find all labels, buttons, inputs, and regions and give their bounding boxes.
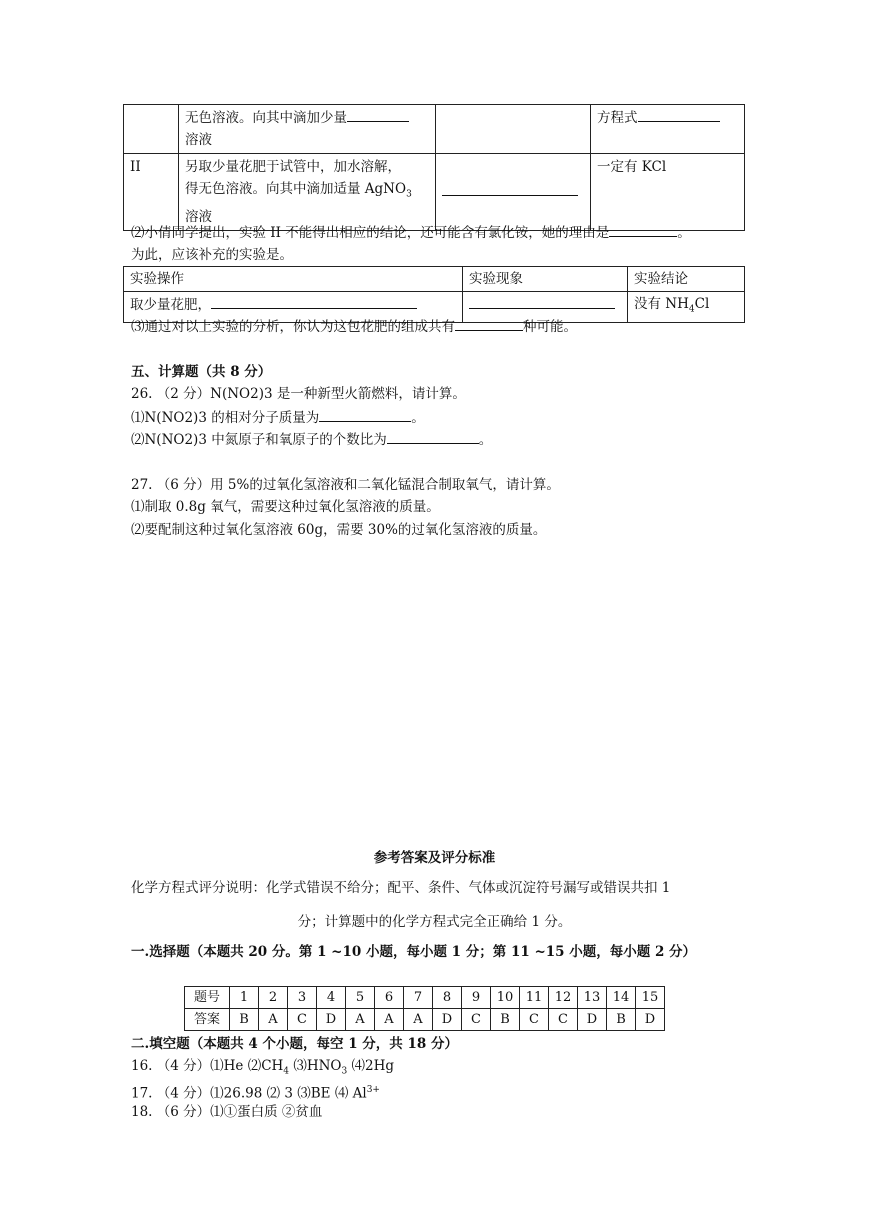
cell-text: 无色溶液。向其中滴加少量 xyxy=(185,110,347,126)
question-number-cell: 14 xyxy=(607,987,636,1009)
section-1-title: 一.选择题（本题共 20 分。第 1 ~10 小题，每小题 1 分；第 11 ~15 小题，每小题 2 分） xyxy=(131,944,697,960)
question-text: ⑵小倩同学提出，实验 II 不能得出相应的结论，还可能含有氯化铵，她的理由是 xyxy=(131,225,610,241)
question-27-intro: 27. （6 分）用 5%的过氧化氢溶液和二氧化锰混合制取氧气，请计算。 xyxy=(131,477,560,493)
scoring-note-line-2: 分；计算题中的化学方程式完全正确给 1 分。 xyxy=(297,914,572,930)
question-27-part-2: ⑵要配制这种过氧化氢溶液 60g，需要 30%的过氧化氢溶液的质量。 xyxy=(131,522,547,538)
answer-letter-cell: C xyxy=(549,1009,578,1031)
subscript: 3 xyxy=(341,1066,348,1077)
section-2-title: 二.填空题（本题共 4 个小题，每空 1 分，共 18 分） xyxy=(131,1036,458,1052)
answer-text: 17. （4 分）⑴26.98 ⑵ 3 ⑶BE ⑷ Al xyxy=(131,1085,367,1102)
answer-letter-cell: D xyxy=(433,1009,462,1031)
answer-letter-cell: D xyxy=(317,1009,346,1031)
answer-label: 答案 xyxy=(185,1009,230,1031)
question-number-cell: 3 xyxy=(288,987,317,1009)
question-number-cell: 1 xyxy=(230,987,259,1009)
answer-letter-cell: B xyxy=(491,1009,520,1031)
answer-letter-cell: A xyxy=(346,1009,375,1031)
superscript: 3+ xyxy=(366,1085,380,1095)
subscript: 4 xyxy=(688,304,695,315)
question-2-line xyxy=(131,222,691,243)
cell-text: 溶液 xyxy=(185,132,212,148)
header-operation: 实验操作 xyxy=(124,267,463,292)
fill-blank[interactable] xyxy=(387,429,479,444)
header-conclusion: 实验结论 xyxy=(628,267,745,292)
experiment-table-1 xyxy=(123,104,745,231)
question-text: ⑴N(NO2)3 的相对分子质量为 xyxy=(131,410,320,426)
question-number-cell: 6 xyxy=(375,987,404,1009)
subscript: 3 xyxy=(406,189,412,200)
table-cell xyxy=(179,154,436,231)
subscript: 4 xyxy=(283,1066,290,1077)
answer-letter-cell: C xyxy=(520,1009,549,1031)
question-number-cell: 2 xyxy=(259,987,288,1009)
answer-table xyxy=(184,986,665,1031)
question-number-cell: 5 xyxy=(346,987,375,1009)
answer-text: ⑷2Hg xyxy=(347,1058,395,1074)
experiment-table-2 xyxy=(123,266,745,323)
question-number-cell: 13 xyxy=(578,987,607,1009)
answer-letter-cell: B xyxy=(607,1009,636,1031)
answer-text: ⑶HNO xyxy=(289,1058,342,1074)
table-cell xyxy=(591,105,745,154)
cell-text: 方程式 xyxy=(597,110,638,126)
punctuation: 。 xyxy=(411,410,425,426)
question-number-cell: 15 xyxy=(636,987,665,1009)
fill-blank[interactable] xyxy=(609,222,677,237)
table-cell xyxy=(124,105,179,154)
cell-text: Cl xyxy=(694,296,710,312)
fill-blank[interactable] xyxy=(469,294,615,309)
question-number-cell: 12 xyxy=(549,987,578,1009)
answer-letter-cell: A xyxy=(404,1009,433,1031)
table-row xyxy=(124,154,745,231)
answer-letter-cell: A xyxy=(375,1009,404,1031)
answers-title: 参考答案及评分标准 xyxy=(373,850,496,866)
answer-letter-cell: D xyxy=(636,1009,665,1031)
table-row xyxy=(124,105,745,154)
cell-text: 取少量花肥， xyxy=(130,297,211,313)
question-number-cell: 8 xyxy=(433,987,462,1009)
question-number-cell: 9 xyxy=(462,987,491,1009)
answer-17 xyxy=(131,1080,380,1104)
question-27-part-1: ⑴制取 0.8g 氧气，需要这种过氧化氢溶液的质量。 xyxy=(131,499,440,515)
question-26-part-2 xyxy=(131,429,492,450)
question-number-cell: 10 xyxy=(491,987,520,1009)
question-26-intro: 26. （2 分）N(NO2)3 是一种新型火箭燃料，请计算。 xyxy=(131,386,466,402)
table-cell: 一定有 KCl xyxy=(591,154,745,231)
question-26-part-1 xyxy=(131,407,425,428)
cell-text: 得无色溶液。向其中滴加适量 AgNO xyxy=(185,181,407,197)
punctuation: 。 xyxy=(478,432,493,448)
fill-blank[interactable] xyxy=(347,107,409,122)
question-number-cell: 11 xyxy=(520,987,549,1009)
table-cell: II xyxy=(124,154,179,231)
question-text: ⑶通过对以上实验的分析，你认为这包花肥的组成共有 xyxy=(131,319,455,335)
question-text: ⑵N(NO2)3 中氮原子和氧原子的个数比为 xyxy=(131,432,387,448)
fill-blank[interactable] xyxy=(319,407,411,422)
answer-letter-cell: B xyxy=(230,1009,259,1031)
answer-16 xyxy=(131,1056,394,1082)
table-cell xyxy=(436,154,591,231)
cell-text: 溶液 xyxy=(185,208,212,225)
fill-blank[interactable] xyxy=(638,107,720,122)
table-cell xyxy=(628,292,745,323)
table-cell xyxy=(436,105,591,154)
question-2-line-2: 为此，应该补充的实验是。 xyxy=(131,247,293,263)
question-3-line xyxy=(131,316,577,337)
punctuation: 。 xyxy=(677,225,691,241)
answer-number-row xyxy=(185,987,665,1009)
answer-18: 18. （6 分）⑴①蛋白质 ②贫血 xyxy=(131,1104,323,1120)
answer-text: 16. （4 分）⑴He ⑵CH xyxy=(131,1058,284,1074)
answer-letter-cell: C xyxy=(462,1009,491,1031)
table-header-row xyxy=(124,267,745,292)
scoring-note-line-1: 化学方程式评分说明：化学式错误不给分；配平、条件、气体或沉淀符号漏写或错误共扣 1 xyxy=(131,880,671,896)
table-cell xyxy=(179,105,436,154)
answer-letter-cell: D xyxy=(578,1009,607,1031)
section-5-title: 五、计算题（共 8 分） xyxy=(131,364,272,380)
cell-text: 没有 NH xyxy=(634,296,689,312)
number-label: 题号 xyxy=(185,987,230,1009)
answer-letter-row xyxy=(185,1009,665,1031)
question-number-cell: 4 xyxy=(317,987,346,1009)
fill-blank[interactable] xyxy=(211,294,417,309)
answer-letter-cell: C xyxy=(288,1009,317,1031)
question-number-cell: 7 xyxy=(404,987,433,1009)
answer-letter-cell: A xyxy=(259,1009,288,1031)
question-text: 种可能。 xyxy=(523,319,577,335)
cell-text: 另取少量花肥于试管中，加水溶解， xyxy=(185,159,401,175)
fill-blank[interactable] xyxy=(442,181,578,196)
fill-blank[interactable] xyxy=(455,316,523,331)
header-phenomenon: 实验现象 xyxy=(463,267,628,292)
